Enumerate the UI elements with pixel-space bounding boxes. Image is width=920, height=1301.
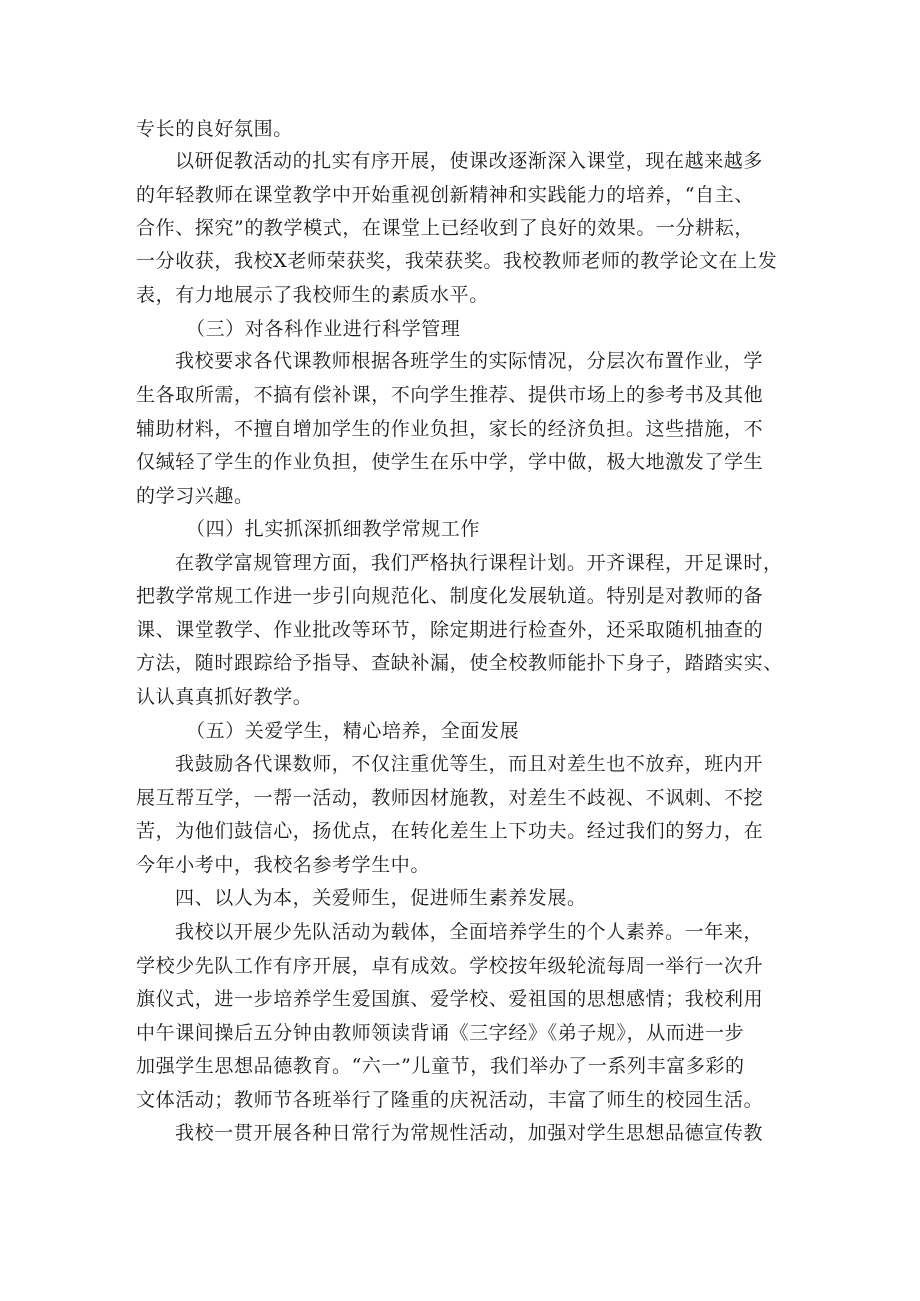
section-heading: （四）扎实抓深抓细教学常规工作 (186, 518, 481, 540)
text-line: 旗仪式，进一步培养学生爱国旗、爱学校、爱祖国的思想感情；我校利用 (136, 988, 764, 1010)
text-line: 表，有力地展示了我校师生的素质水平。 (136, 284, 489, 306)
text-line: 认认真真抓好教学。 (136, 686, 313, 708)
paragraph-start: 我校要求各代课教师根据各班学生的实际情况，分层次布置作业，学 (175, 350, 764, 372)
text-line: 把教学常规工作进一步引向规范化、制度化发展轨道。特别是对教师的备 (136, 585, 764, 607)
text-line: 生各取所需，不搞有偿补课，不向学生推荐、提供市场上的参考书及其他 (136, 384, 764, 406)
text-line: 仅缄轻了学生的作业负担，使学生在乐中学，学中做，极大地激发了学生 (136, 451, 764, 473)
text-line: 的学习兴趣。 (136, 485, 254, 507)
text-line: 中午课间操后五分钟由教师领读背诵《三字经》《弟子规》，从而进一步 (136, 1022, 745, 1044)
text-line: 辅助材料，不擅自增加学生的作业负担，家长的经济负担。这些措施，不 (136, 418, 764, 440)
paragraph-start: 我校一贯开展各种日常行为常规性活动，加强对学生思想品德宣传教 (175, 1122, 764, 1144)
paragraph-start: 在教学富规管理方面，我们严格执行课程计划。开齐课程，开足课时， (175, 552, 783, 574)
text-line: 文体活动；教师节各班举行了隆重的庆祝活动，丰富了师生的校园生活。 (136, 1089, 764, 1111)
paragraph-start: 以研促教活动的扎实有序开展，使课改逐渐深入课堂，现在越来越多 (175, 150, 764, 172)
paragraph-start: 我鼓励各代课数师，不仅注重优等生，而且对差生也不放弃，班内开 (175, 753, 764, 775)
text-line: 今年小考中，我校名参考学生中。 (136, 854, 431, 876)
text-line: 专长的良好氛围。 (136, 118, 293, 140)
section-heading: （五）关爱学生，精心培养，全面发展 (186, 720, 520, 742)
paragraph-start: 我校以开展少先队活动为载体，全面培养学生的个人素养。一年来， (175, 921, 764, 943)
text-line: 学校少先队工作有序开展，卓有成效。学校按年级轮流每周一举行一次升 (136, 955, 764, 977)
text-line: 的年轻教师在课堂教学中开始重视创新精神和实践能力的培养，“自主、 (136, 184, 754, 206)
text-line: 课、课堂教学、作业批改等环节，除定期进行检查外，还采取随机抽查的 (136, 619, 764, 641)
text-line: 展互帮互学，一帮一活动，教师因材施教，对差生不歧视、不讽刺、不挖 (136, 787, 764, 809)
text-line: 苦，为他们鼓信心，扬优点，在转化差生上下功夫。经过我们的努力，在 (136, 820, 764, 842)
section-heading: 四、以人为本，关爱师生，促进师生素养发展。 (175, 887, 587, 909)
text-line: 合作、探究”的教学模式，在课堂上已经收到了良好的效果。一分耕耘， (136, 217, 754, 239)
text-line: 加强学生思想品德教育。“六一”儿童节，我们举办了一系列丰富多彩的 (136, 1055, 745, 1077)
text-line: 一分收获，我校X老师荣获奖，我荣获奖。我校教师老师的教学论文在上发 (136, 250, 778, 272)
text-line: 方法，随时跟踪给予指导、查缺补漏，使全校教师能扑下身子，踏踏实实、 (136, 652, 783, 674)
section-heading: （三）对各科作业进行科学管理 (186, 318, 461, 340)
